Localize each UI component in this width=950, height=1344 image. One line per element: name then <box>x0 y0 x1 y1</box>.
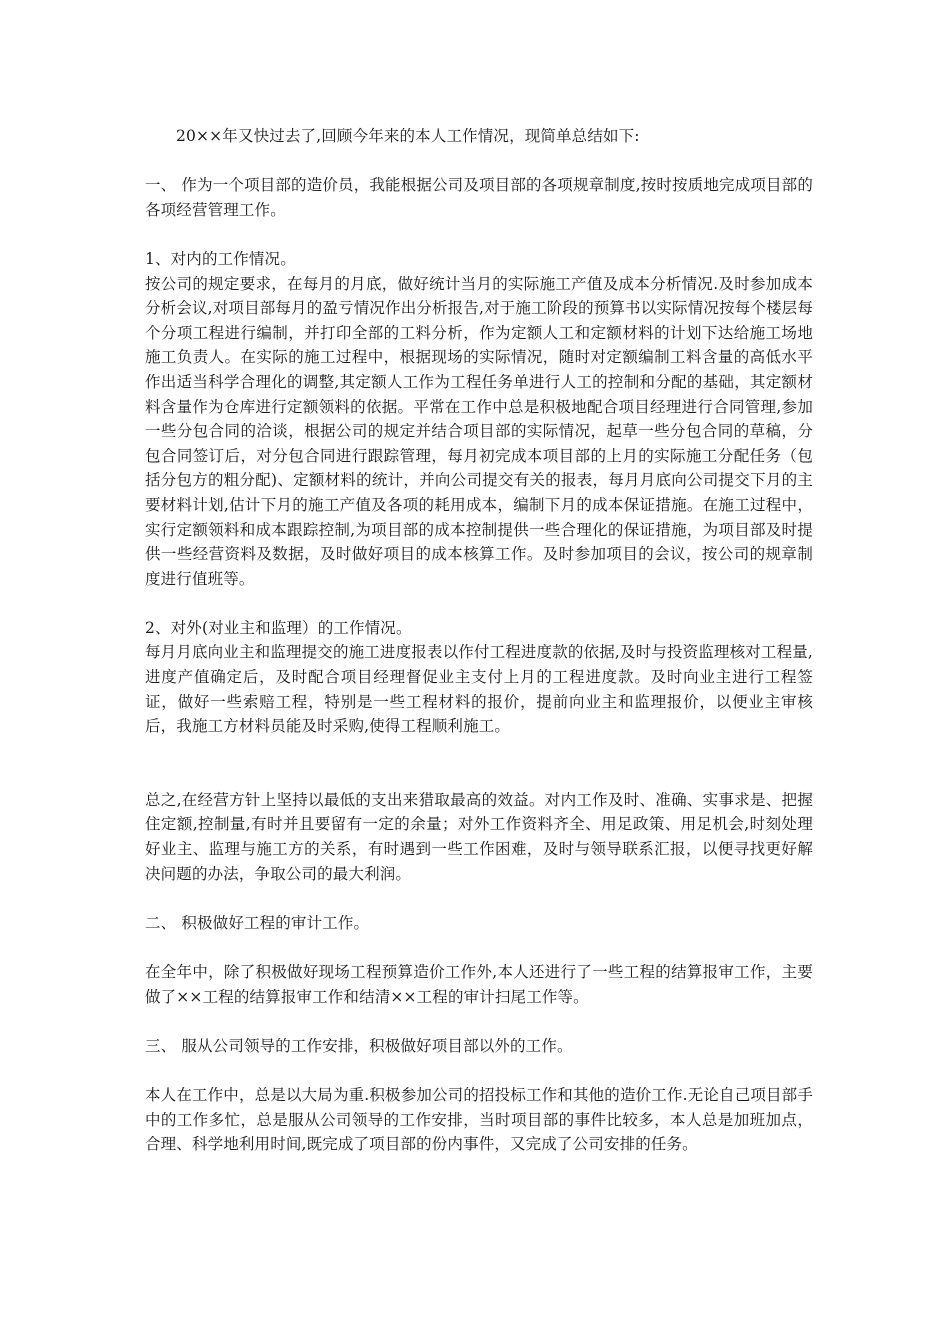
intro-paragraph: 20××年又快过去了,回顾今年来的本人工作情况，现简单总结如下: <box>176 127 640 145</box>
section3-body: 本人在工作中，总是以大局为重.积极参加公司的招投标工作和其他的造价工作.无论自己项目部手中的工作多忙，总是服从公司领导的工作安排，当时项目部的事件比较多，本人总是加班加点，合理、科学地利用时间,既完成了项目部的份内事件，又完成了公司安排的任务。 <box>145 1085 813 1154</box>
section2-body: 在全年中，除了积极做好现场工程预算造价工作外,本人还进行了一些工程的结算报审工作，主要做了××工程的结算报审工作和结清××工程的审计扫尾工作等。 <box>145 963 813 1006</box>
section1-heading: 一、 作为一个项目部的造价员，我能根据公司及项目部的各项规章制度,按时按质地完成项目部的各项经营管理工作。 <box>145 176 813 219</box>
section3-heading: 三、 服从公司领导的工作安排，积极做好项目部以外的工作。 <box>145 1036 573 1055</box>
sub1-body: 按公司的规定要求，在每月的月底，做好统计当月的实际施工产值及成本分析情况.及时参加成本分析会议,对项目部每月的盈亏情况作出分析报告,对于施工阶段的预算书以实际情况按每个楼层每个分项工程进行编制，并打印全部的工料分析，作为定额人工和定额材料的计划下达给施工场地施工负责人。在实际的施工过程中，根据现场的实际情况，随时对定额编制工料含量的高低水平作出适当科学合理化的调整,其定额人工作为工程任务单进行人工的控制和分配的基础，其定额材料含量作为仓库进行定额领料的依据。平常在工作中总是积极地配合项目经理进行合同管理,参加一些分包合同的洽谈，根据公司的规定并结合项目部的实际情况，起草一些分包合同的草稿，分包合同签订后，对分包合同进行跟踪管理，每月初完成本项目部的上月的实际施工分配任务（包括分包方的粗分配)、定额材料的统计，并向公司提交有关的报表，每月月底向公司提交下月的主要材料计划,估计下月的施工产值及各项的耗用成本，编制下月的成本保证措施。在施工过程中，实行定额领料和成本跟踪控制,为项目部的成本控制提供一些合理化的保证措施，为项目部及时提供一些经营资料及数据，及时做好项目的成本核算工作。及时参加项目的会议，按公司的规章制度进行值班等。 <box>145 274 813 588</box>
sub2-body: 每月月底向业主和监理提交的施工进度报表以作付工程进度款的依据,及时与投资监理核对工程量,进度产值确定后，及时配合项目经理督促业主支付上月的工程进度款。及时向业主进行工程签证，做好一些索赔工程，特别是一些工程材料的报价，提前向业主和监理报价，以便业主审核后，我施工方材料员能及时采购,使得工程顺利施工。 <box>145 643 813 736</box>
sub1-heading: 1、对内的工作情况。 <box>145 249 296 268</box>
document-page <box>145 124 813 1157</box>
section2-heading: 二、 积极做好工程的审计工作。 <box>145 913 370 932</box>
sub2-heading: 2、对外(对业主和监理）的工作情况。 <box>145 618 412 637</box>
summary-paragraph: 总之,在经营方针上坚持以最低的支出来猎取最高的效益。对内工作及时、准确、实事求是、把握住定额,控制量,有时并且要留有一定的余量；对外工作资料齐全、用足政策、用足机会,时刻处理好业主、监理与施工方的关系，有时遇到一些工作困难，及时与领导联系汇报，以便寻找更好解决问题的办法，争取公司的最大利润。 <box>145 790 813 883</box>
